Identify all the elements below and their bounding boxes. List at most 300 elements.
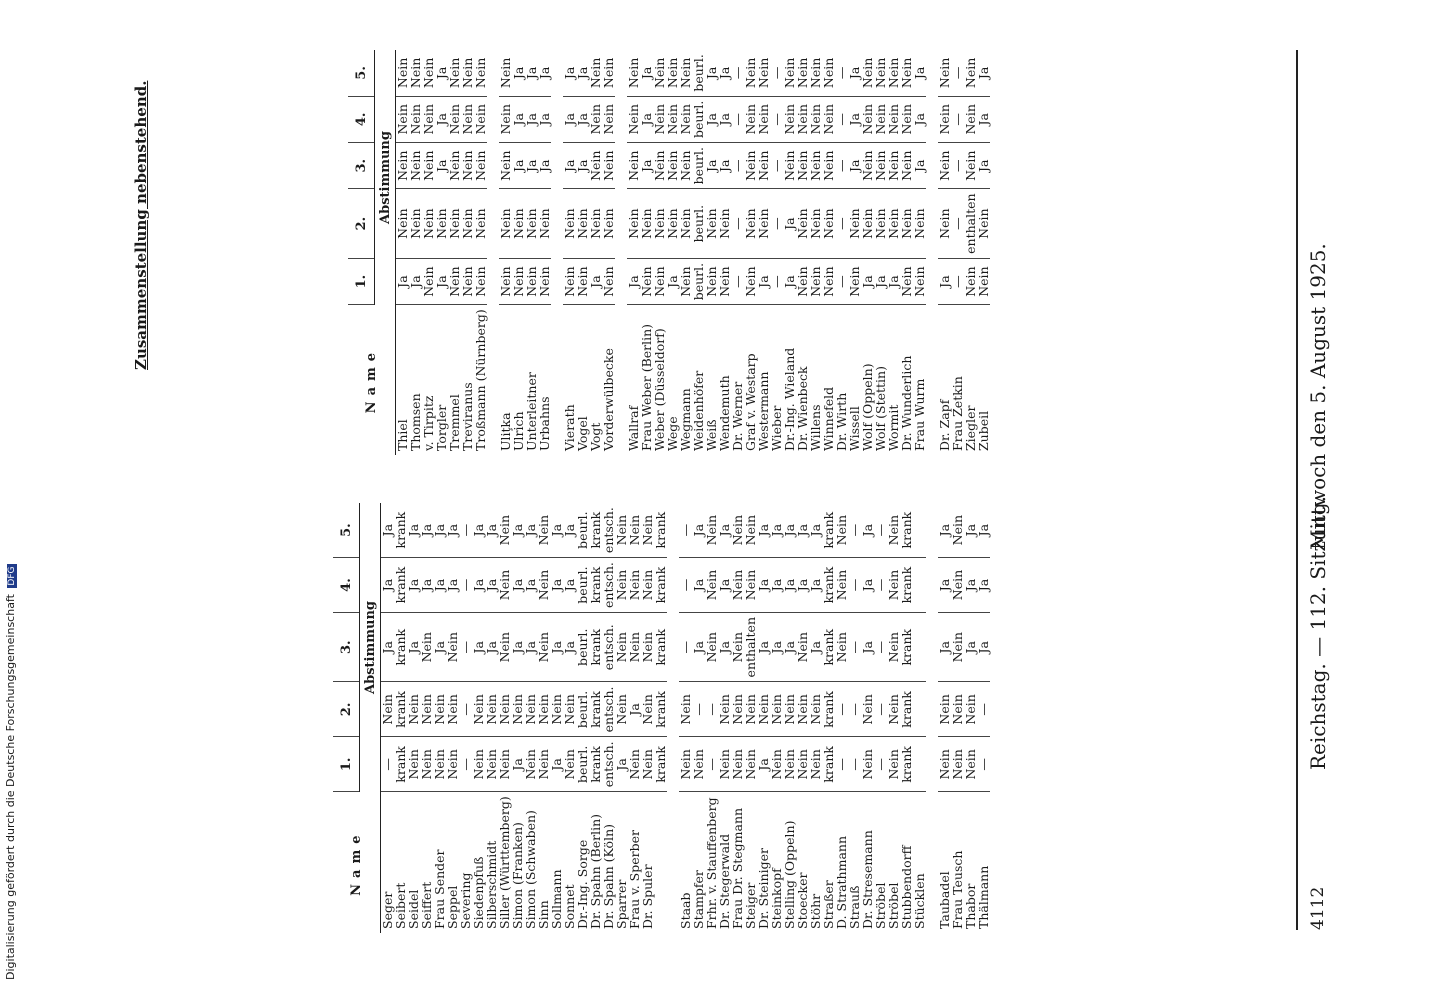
vote-cell-3: Ja <box>381 613 395 682</box>
vote-cell-4: Nein <box>964 96 977 142</box>
vote-cell-3: Ja <box>472 613 485 682</box>
vote-cell-2: Nein <box>783 682 796 737</box>
vote-cell-3: Nein <box>628 613 641 682</box>
vote-cell-1: Nein <box>538 258 551 304</box>
vote-cell-1: Nein <box>796 737 809 792</box>
table-row <box>422 50 435 455</box>
vote-cell-5: Ja <box>718 503 731 557</box>
vote-cell-5: Ja <box>563 50 576 96</box>
member-name: Thiel <box>395 419 410 451</box>
vote-cell-4: Ja <box>705 96 718 142</box>
vote-table-right <box>348 50 990 455</box>
vote-cell-1: Ja <box>615 737 628 792</box>
vote-cell-1: Nein <box>692 737 705 792</box>
member-name: Wegmann <box>678 388 693 451</box>
member-name: Stampfer <box>691 870 706 929</box>
vote-cell-5: krank <box>822 503 835 557</box>
vote-cell-1: Ja <box>666 258 679 304</box>
vote-cell-5: Nein <box>796 50 809 96</box>
member-name: Frau Sender <box>432 849 447 929</box>
member-name: Steinkopf <box>769 868 784 929</box>
vote-cell-3: Nein <box>783 143 796 189</box>
vote-cell-4: Nein <box>448 96 461 142</box>
vote-cell-2: Nein <box>435 189 448 258</box>
vote-cell-5: Nein <box>861 50 874 96</box>
table-row <box>913 50 926 455</box>
vote-cell-5: Nein <box>666 50 679 96</box>
vote-cell-1: Nein <box>822 258 835 304</box>
vote-cell-3: Ja <box>938 613 951 682</box>
vote-cell-3: Nein <box>461 143 474 189</box>
vote-cell-1: Nein <box>938 737 951 792</box>
vote-cell-3: Ja <box>511 613 524 682</box>
vote-cell-4: krank <box>654 558 667 613</box>
vote-cell-3: Nein <box>835 613 848 682</box>
vote-cell-3: entsch. <box>602 613 615 682</box>
vote-cell-5: Ja <box>407 503 420 557</box>
vote-cell-4: Nein <box>537 558 550 613</box>
vote-cell-3: Ja <box>809 613 822 682</box>
vote-cell-3: Nein <box>951 613 964 682</box>
column-header-vote-4: 4. <box>348 96 375 142</box>
vote-cell-4: Nein <box>757 96 770 142</box>
vote-cell-5: Nein <box>422 50 435 96</box>
vote-cell-5: beurl. <box>692 50 705 96</box>
vote-cell-5: Ja <box>705 50 718 96</box>
vote-cell-1: Nein <box>809 258 822 304</box>
vote-cell-5: Ja <box>938 503 951 557</box>
vote-cell-3: Nein <box>666 143 679 189</box>
table-row <box>396 50 410 455</box>
vote-cell-2: Nein <box>679 189 692 258</box>
member-name: Ströbel <box>886 882 901 929</box>
vote-cell-3: — <box>731 143 744 189</box>
member-name: Wieber <box>769 405 784 451</box>
vote-cell-3: Nein <box>900 143 913 189</box>
vote-cell-5: Nein <box>757 50 770 96</box>
vote-cell-4: Nein <box>679 96 692 142</box>
vote-cell-4: Nein <box>653 96 666 142</box>
vote-cell-1: beurl. <box>576 737 589 792</box>
vote-cell-1: Nein <box>499 258 512 304</box>
vote-cell-3: Ja <box>692 613 705 682</box>
vote-cell-5: — <box>770 50 783 96</box>
member-name: Wolf (Oppeln) <box>860 363 875 451</box>
vote-cell-5: Ja <box>809 503 822 557</box>
vote-cell-4: — <box>770 96 783 142</box>
member-name: Unterleitner <box>524 372 539 451</box>
summary-note: Zusammenstellung nebenstehend. <box>132 80 150 370</box>
vote-cell-2: Nein <box>744 682 757 737</box>
vote-cell-1: Nein <box>640 258 653 304</box>
vote-cell-2: Nein <box>511 682 524 737</box>
vote-cell-3: Nein <box>964 143 977 189</box>
vote-cell-1: Nein <box>900 258 913 304</box>
member-name: Stoecker <box>795 872 810 929</box>
vote-cell-4: Nein <box>951 558 964 613</box>
vote-cell-5: Ja <box>913 50 926 96</box>
session-title: Reichstag. — 112. Sitzung. <box>1306 496 1330 770</box>
vote-cell-2: Nein <box>474 189 487 258</box>
vote-cell-5: krank <box>589 503 602 557</box>
member-name: Sinn <box>536 900 551 929</box>
vote-cell-4: Nein <box>474 96 487 142</box>
vote-cell-2: Nein <box>977 189 990 258</box>
vote-cell-5: Nein <box>744 50 757 96</box>
vote-cell-3: krank <box>900 613 913 682</box>
vote-cell-4: entsch. <box>602 558 615 613</box>
vote-cell-1: Nein <box>731 737 744 792</box>
member-name: Wissell <box>847 406 862 451</box>
vote-cell-2: Nein <box>887 682 900 737</box>
member-name: Ulrich <box>511 411 526 451</box>
vote-cell-4: beurl. <box>576 558 589 613</box>
vote-cell-5: Ja <box>757 503 770 557</box>
member-name: Torgler <box>434 404 449 451</box>
vote-cell-4: Ja <box>512 96 525 142</box>
vote-cell-3: Nein <box>938 143 951 189</box>
vote-cell-4: Ja <box>381 558 395 613</box>
vote-cell-2: Nein <box>796 189 809 258</box>
vote-cell-2: — <box>848 682 861 737</box>
vote-cell-5: Nein <box>938 50 951 96</box>
table-row <box>525 50 538 455</box>
vote-cell-5: — <box>874 503 887 557</box>
vote-cell-1: Nein <box>951 737 964 792</box>
column-header-vote-2: 2. <box>333 682 360 737</box>
vote-cell-2: Nein <box>550 682 563 737</box>
vote-cell-1: Ja <box>589 258 602 304</box>
vote-cell-3 <box>913 613 926 682</box>
vote-cell-1: — <box>459 737 472 792</box>
vote-cell-5: krank <box>654 503 667 557</box>
vote-cell-5: Ja <box>977 50 990 96</box>
vote-cell-5: Nein <box>653 50 666 96</box>
vote-cell-3: — <box>459 613 472 682</box>
table-row <box>692 50 705 455</box>
vote-cell-1: Nein <box>783 737 796 792</box>
member-name: Stücklen <box>912 873 927 929</box>
vote-cell-2: Nein <box>589 189 602 258</box>
member-name: Taubadel <box>937 871 952 929</box>
table-row <box>913 503 926 933</box>
member-name: Treviranus <box>460 382 475 451</box>
vote-cell-4: Nein <box>938 96 951 142</box>
vote-cell-4: Nein <box>887 96 900 142</box>
vote-cell-2: Nein <box>809 189 822 258</box>
member-name: Dr. Werner <box>730 381 745 451</box>
vote-cell-4: — <box>835 96 848 142</box>
vote-cell-5: Ja <box>511 503 524 557</box>
vote-cell-2: Nein <box>822 189 835 258</box>
column-header-name: Name <box>348 305 396 455</box>
vote-cell-1: Nein <box>679 258 692 304</box>
vote-cell-1: Nein <box>718 258 731 304</box>
vote-cell-5: Ja <box>433 503 446 557</box>
vote-cell-1: Nein <box>448 258 461 304</box>
member-name: Weber (Düsseldorf) <box>652 328 667 451</box>
vote-cell-4: Nein <box>887 558 900 613</box>
table-row <box>861 503 874 933</box>
member-name: Vogt <box>588 422 603 451</box>
vote-cell-2: Nein <box>900 189 913 258</box>
vote-cell-1: Nein <box>602 258 615 304</box>
vote-cell-1: Ja <box>861 258 874 304</box>
vote-cell-5: Ja <box>964 503 977 557</box>
table-row <box>757 50 770 455</box>
table-header-row <box>333 503 360 933</box>
member-name: Wege <box>665 416 680 451</box>
table-row <box>835 503 848 933</box>
member-name: Frhr. v. Stauffenberg <box>704 797 719 929</box>
vote-cell-1: Ja <box>409 258 422 304</box>
vote-cell-1: Nein <box>525 258 538 304</box>
vote-cell-4: Nein <box>628 558 641 613</box>
vote-cell-5: Ja <box>770 503 783 557</box>
vote-cell-3: Nein <box>822 143 835 189</box>
vote-cell-3: Nein <box>641 613 654 682</box>
vote-cell-5: beurl. <box>576 503 589 557</box>
member-name: Sparrer <box>614 879 629 929</box>
member-name: Dr.-Ing. Sorge <box>575 839 590 929</box>
vote-cell-5: Nein <box>705 503 718 557</box>
vote-cell-4: Ja <box>964 558 977 613</box>
vote-cell-3: — <box>770 143 783 189</box>
vote-cell-2: — <box>705 682 718 737</box>
vote-cell-5: Ja <box>977 503 990 557</box>
vote-cell-5: Ja <box>512 50 525 96</box>
vote-cell-1: — <box>835 737 848 792</box>
vote-cell-2: Nein <box>641 682 654 737</box>
vote-cell-3: Nein <box>499 143 512 189</box>
vote-cell-2: Nein <box>964 682 977 737</box>
vote-cell-2: Nein <box>537 682 550 737</box>
vote-cell-1: Ja <box>435 258 448 304</box>
vote-cell-2: Nein <box>407 682 420 737</box>
vote-cell-2: Nein <box>938 189 951 258</box>
vote-cell-1: Nein <box>485 737 498 792</box>
member-name: Weiß <box>704 419 719 451</box>
vote-cell-5: Nein <box>835 503 848 557</box>
vote-cell-4: Nein <box>705 558 718 613</box>
vote-cell-1: Nein <box>524 737 537 792</box>
vote-cell-2: Nein <box>679 682 692 737</box>
vote-cell-2: — <box>951 189 964 258</box>
member-name: Dr. Stegerwald <box>717 833 732 929</box>
vote-cell-3: Ja <box>718 613 731 682</box>
vote-cell-4: Ja <box>796 558 809 613</box>
vote-cell-2: Nein <box>446 682 459 737</box>
member-name: Wallraf <box>626 405 641 451</box>
member-name: Stelling (Oppeln) <box>782 820 797 929</box>
vote-cell-4: Ja <box>563 96 576 142</box>
vote-cell-5 <box>913 503 926 557</box>
vote-cell-1: — <box>705 737 718 792</box>
vote-cell-3: Ja <box>525 143 538 189</box>
vote-cell-5: Ja <box>796 503 809 557</box>
member-name: Simon (Franken) <box>510 822 525 929</box>
table-row <box>499 50 512 455</box>
vote-cell-3: — <box>848 613 861 682</box>
vote-cell-1: Nein <box>563 258 576 304</box>
vote-cell-4: Nein <box>900 96 913 142</box>
vote-cell-3: Ja <box>576 143 589 189</box>
vote-cell-1: Nein <box>744 737 757 792</box>
vote-cell-4: Ja <box>718 558 731 613</box>
vote-cell-4: Ja <box>446 558 459 613</box>
vote-cell-4: Ja <box>550 558 563 613</box>
vote-cell-2: Nein <box>861 189 874 258</box>
member-name: Frau Weber (Berlin) <box>639 323 654 451</box>
vote-cell-3: Ja <box>964 613 977 682</box>
vote-cell-1: Nein <box>653 258 666 304</box>
vote-cell-2: — <box>731 189 744 258</box>
vote-cell-2: Nein <box>381 682 395 737</box>
vote-cell-4: Nein <box>641 558 654 613</box>
member-name: Willens <box>808 404 823 451</box>
vote-cell-4: Ja <box>861 558 874 613</box>
page-header <box>1302 50 1338 930</box>
vote-cell-5: krank <box>900 503 913 557</box>
vote-cell-3: Nein <box>448 143 461 189</box>
member-name: v. Tirpitz <box>421 395 436 451</box>
vote-cell-2: Nein <box>718 682 731 737</box>
vote-cell-4: Ja <box>420 558 433 613</box>
vote-cell-1: Nein <box>446 737 459 792</box>
vote-cell-2: Nein <box>951 682 964 737</box>
vote-cell-5: Ja <box>381 503 395 557</box>
member-name: Steiger <box>743 882 758 929</box>
vote-cell-3: Ja <box>407 613 420 682</box>
vote-cell-4: Ja <box>809 558 822 613</box>
vote-cell-1: Ja <box>783 258 796 304</box>
member-name: Frau Teusch <box>950 850 965 929</box>
vote-cell-4: Nein <box>861 96 874 142</box>
vote-cell-3: Nein <box>796 143 809 189</box>
vote-cell-1: — <box>381 737 395 792</box>
vote-cell-4: Nein <box>589 96 602 142</box>
vote-cell-4: — <box>848 558 861 613</box>
vote-cell-1: — <box>770 258 783 304</box>
vote-cell-2: Nein <box>498 682 511 737</box>
vote-cell-4: Nein <box>615 558 628 613</box>
vote-cell-1: Nein <box>913 258 926 304</box>
vote-cell-5: Nein <box>731 503 744 557</box>
vote-cell-2: — <box>459 682 472 737</box>
member-name: Dr. Stresemann <box>860 830 875 929</box>
vote-cell-4: Nein <box>744 558 757 613</box>
vote-cell-4: Ja <box>977 96 990 142</box>
section-gap <box>551 50 563 455</box>
member-name: Weidenhöfer <box>691 370 706 451</box>
vote-cell-3: Ja <box>848 143 861 189</box>
vote-cell-5: Nein <box>783 50 796 96</box>
vote-cell-1: Nein <box>628 737 641 792</box>
vote-cell-1: Ja <box>938 258 951 304</box>
vote-cell-4: krank <box>900 558 913 613</box>
vote-cell-2: — <box>835 189 848 258</box>
table-row <box>977 503 990 933</box>
vote-cell-1: Ja <box>511 737 524 792</box>
vote-cell-1: Nein <box>461 258 474 304</box>
member-name: D. Strathmann <box>834 835 849 929</box>
vote-cell-2: Nein <box>938 682 951 737</box>
vote-cell-2: Nein <box>563 682 576 737</box>
vote-cell-1: — <box>731 258 744 304</box>
vote-cell-1: Ja <box>627 258 640 304</box>
member-name: Westermann <box>756 371 771 451</box>
dfg-logo: DFG <box>7 566 17 586</box>
vote-cell-3: beurl. <box>692 143 705 189</box>
vote-cell-4: Nein <box>602 96 615 142</box>
header-rule <box>1296 50 1298 930</box>
vote-cell-1: Ja <box>757 737 770 792</box>
member-name: Graf v. Westarp <box>743 353 758 451</box>
vote-cell-4: Nein <box>822 96 835 142</box>
vote-cell-2: Nein <box>524 682 537 737</box>
table-header-row <box>348 50 375 455</box>
vote-cell-1: — <box>835 258 848 304</box>
vote-cell-3: Nein <box>420 613 433 682</box>
vote-cell-1 <box>913 737 926 792</box>
vote-cell-3: Nein <box>409 143 422 189</box>
vote-cell-1: Nein <box>964 258 977 304</box>
vote-cell-5: Nein <box>679 50 692 96</box>
vote-cell-4: — <box>951 96 964 142</box>
vote-cell-2: Nein <box>422 189 435 258</box>
vote-cell-3: Ja <box>913 143 926 189</box>
vote-cell-3: Ja <box>977 143 990 189</box>
vote-cell-3: Nein <box>396 143 410 189</box>
vote-cell-4: Ja <box>640 96 653 142</box>
vote-cell-2: Nein <box>538 189 551 258</box>
vote-cell-5: Nein <box>628 503 641 557</box>
vote-cell-2: krank <box>394 682 407 737</box>
member-name: Staab <box>678 892 693 929</box>
vote-cell-2: Nein <box>770 682 783 737</box>
vote-cell-1: Nein <box>563 737 576 792</box>
member-name: Sollmann <box>549 869 564 929</box>
vote-cell-1: entsch. <box>602 737 615 792</box>
member-name: Dr. Steiniger <box>756 848 771 929</box>
vote-cell-4: krank <box>589 558 602 613</box>
vote-cell-4: — <box>459 558 472 613</box>
vote-cell-3: Ja <box>538 143 551 189</box>
vote-cell-3: enthalten <box>744 613 757 682</box>
vote-cell-5: Nein <box>498 503 511 557</box>
vote-cell-5: — <box>679 503 692 557</box>
member-name: Thälmann <box>976 865 991 929</box>
vote-cell-2: Nein <box>705 189 718 258</box>
vote-cell-4: Ja <box>757 558 770 613</box>
vote-cell-5: Nein <box>448 50 461 96</box>
vote-cell-1: Nein <box>537 737 550 792</box>
member-name: Siller (Württemberg) <box>497 796 512 929</box>
table-row <box>964 50 977 455</box>
table-row <box>977 50 990 455</box>
vote-cell-1: Nein <box>809 737 822 792</box>
vote-cell-1: Nein <box>744 258 757 304</box>
member-name: Seibert <box>393 882 408 929</box>
member-name: Thabor <box>963 883 978 929</box>
vote-cell-5: Nein <box>887 50 900 96</box>
member-name: Urbahns <box>537 396 552 451</box>
vote-cell-3: Ja <box>770 613 783 682</box>
vote-cell-2: Nein <box>718 189 731 258</box>
member-name: Wormit <box>886 404 901 451</box>
vote-cell-2: Nein <box>861 682 874 737</box>
member-name: Vierath <box>562 404 577 451</box>
